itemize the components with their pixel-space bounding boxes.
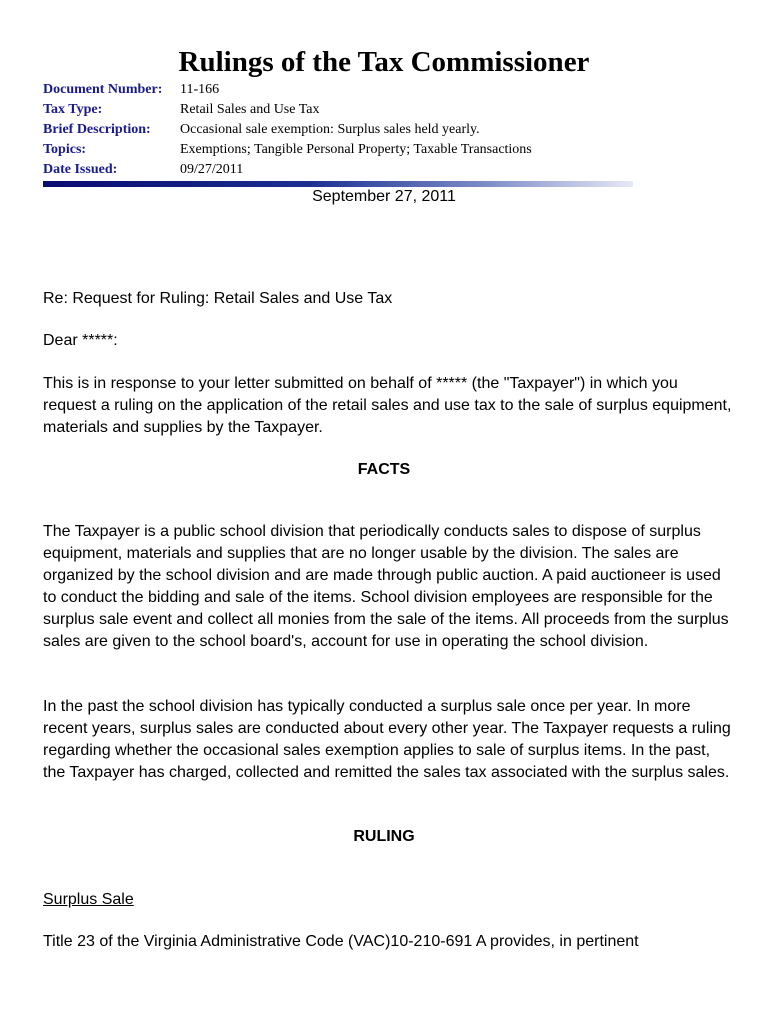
meta-value: Exemptions; Tangible Personal Property; Taxable Transactions <box>180 142 532 157</box>
letter-date: September 27, 2011 <box>312 188 456 205</box>
meta-label: Tax Type: <box>43 102 103 117</box>
meta-value: Occasional sale exemption: Surplus sales held yearly. <box>180 122 480 137</box>
meta-label: Brief Description: <box>43 122 151 137</box>
meta-value: 09/27/2011 <box>180 162 244 177</box>
ruling-paragraph-1: Title 23 of the Virginia Administrative Code (VAC)10-210-691 A provides, in pertinent <box>43 933 639 950</box>
meta-row-brief-description <box>43 120 532 140</box>
document-title: Rulings of the Tax Commissioner <box>178 46 590 78</box>
facts-heading: FACTS <box>357 461 411 478</box>
surplus-sale-subheading: Surplus Sale <box>43 891 134 908</box>
meta-row-tax-type <box>43 100 532 120</box>
facts-paragraph-1: The Taxpayer is a public school division that periodically conducts sales to dispose of surplus equipment, materials and supplies that are no longer usable by the division. The sales are organized by the school division and are made through public auction. A paid auctioneer is used to conduct the bidding and sale of the items. School division employees are responsible for the surplus sale event and collect all monies from the sale of the items. All proceeds from the surplus sales are given to the school board's, account for use in operating the school division. <box>43 523 729 650</box>
meta-label: Topics: <box>43 142 87 157</box>
meta-row-topics <box>43 140 532 160</box>
meta-value: 11-166 <box>180 82 220 97</box>
salutation: Dear *****: <box>43 332 118 349</box>
document-metadata <box>43 80 532 180</box>
re-line: Re: Request for Ruling: Retail Sales and Use Tax <box>43 290 393 307</box>
facts-paragraph-2: In the past the school division has typically conducted a surplus sale once per year. In more recent years, surplus sales are conducted about every other year. The Taxpayer requests a ruling regarding whether the occasional sales exemption applies to sale of surplus items. In the past, the Taxpayer has charged, collected and remitted the sales tax associated with the surplus sales. <box>43 698 731 781</box>
meta-row-document-number <box>43 80 532 100</box>
meta-value: Retail Sales and Use Tax <box>180 102 320 117</box>
intro-paragraph: This is in response to your letter submitted on behalf of ***** (the "Taxpayer") in which you request a ruling on the application of the retail sales and use tax to the sale of surplus equipment, materials and supplies by the Taxpayer. <box>43 375 732 436</box>
meta-row-date-issued <box>43 160 532 180</box>
meta-label: Date Issued: <box>43 162 118 177</box>
ruling-heading: RULING <box>353 828 415 845</box>
meta-label: Document Number: <box>43 82 163 97</box>
